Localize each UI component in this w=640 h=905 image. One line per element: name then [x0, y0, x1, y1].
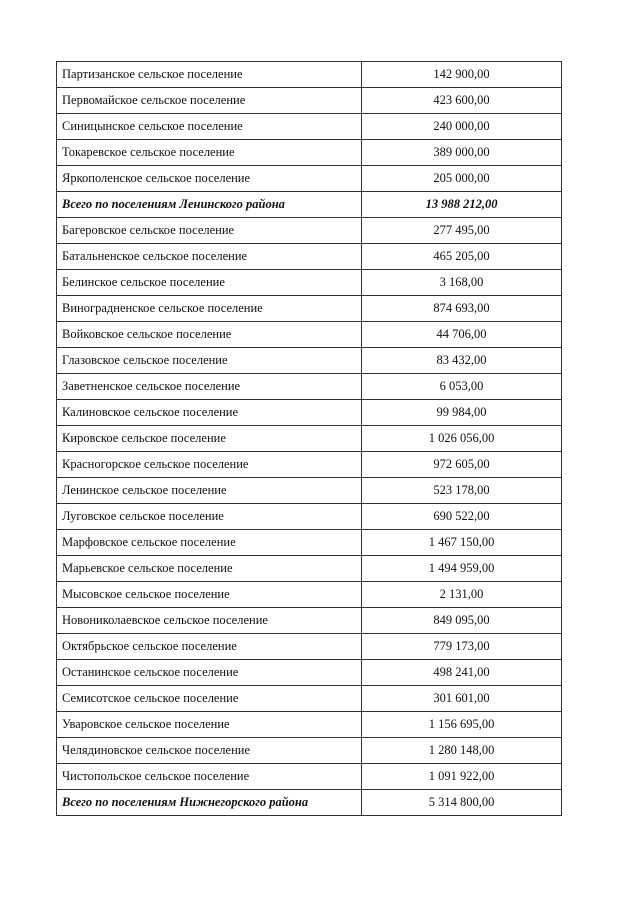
table-row	[57, 660, 562, 686]
settlement-name-cell: Яркополенское сельское поселение	[57, 166, 362, 192]
settlement-name-cell: Луговское сельское поселение	[57, 504, 362, 530]
settlement-name-cell: Токаревское сельское поселение	[57, 140, 362, 166]
table-row	[57, 686, 562, 712]
amount-cell: 44 706,00	[362, 322, 562, 348]
amount-cell: 301 601,00	[362, 686, 562, 712]
amount-cell: 99 984,00	[362, 400, 562, 426]
amount-cell: 6 053,00	[362, 374, 562, 400]
settlement-name-cell: Уваровское сельское поселение	[57, 712, 362, 738]
table-total-row	[57, 790, 562, 816]
amount-cell: 3 168,00	[362, 270, 562, 296]
total-amount-cell: 5 314 800,00	[362, 790, 562, 816]
amount-cell: 690 522,00	[362, 504, 562, 530]
table-body	[57, 62, 562, 816]
table-row	[57, 582, 562, 608]
settlement-name-cell: Красногорское сельское поселение	[57, 452, 362, 478]
settlement-name-cell: Партизанское сельское поселение	[57, 62, 362, 88]
amount-cell: 972 605,00	[362, 452, 562, 478]
settlement-name-cell: Семисотское сельское поселение	[57, 686, 362, 712]
total-amount-cell: 13 988 212,00	[362, 192, 562, 218]
table-row	[57, 608, 562, 634]
settlement-name-cell: Багеровское сельское поселение	[57, 218, 362, 244]
table-row	[57, 556, 562, 582]
table-row	[57, 348, 562, 374]
settlement-name-cell: Виноградненское сельское поселение	[57, 296, 362, 322]
table-row	[57, 296, 562, 322]
table-row	[57, 504, 562, 530]
table-row	[57, 738, 562, 764]
table-row	[57, 62, 562, 88]
table-row	[57, 244, 562, 270]
settlement-name-cell: Октябрьское сельское поселение	[57, 634, 362, 660]
settlement-name-cell: Челядиновское сельское поселение	[57, 738, 362, 764]
amount-cell: 1 494 959,00	[362, 556, 562, 582]
settlement-name-cell: Белинское сельское поселение	[57, 270, 362, 296]
settlement-name-cell: Марьевское сельское поселение	[57, 556, 362, 582]
settlement-name-cell: Марфовское сельское поселение	[57, 530, 362, 556]
total-label-cell: Всего по поселениям Нижнегорского района	[57, 790, 362, 816]
amount-cell: 523 178,00	[362, 478, 562, 504]
amount-cell: 277 495,00	[362, 218, 562, 244]
amount-cell: 1 026 056,00	[362, 426, 562, 452]
table-row	[57, 374, 562, 400]
table-row	[57, 140, 562, 166]
amount-cell: 1 156 695,00	[362, 712, 562, 738]
table-row	[57, 166, 562, 192]
amount-cell: 779 173,00	[362, 634, 562, 660]
table-row	[57, 634, 562, 660]
settlement-name-cell: Первомайское сельское поселение	[57, 88, 362, 114]
table-row	[57, 530, 562, 556]
settlement-name-cell: Войковское сельское поселение	[57, 322, 362, 348]
table-row	[57, 270, 562, 296]
amount-cell: 465 205,00	[362, 244, 562, 270]
amount-cell: 1 280 148,00	[362, 738, 562, 764]
amount-cell: 498 241,00	[362, 660, 562, 686]
table-row	[57, 88, 562, 114]
amount-cell: 389 000,00	[362, 140, 562, 166]
settlement-name-cell: Мысовское сельское поселение	[57, 582, 362, 608]
settlement-name-cell: Заветненское сельское поселение	[57, 374, 362, 400]
amount-cell: 240 000,00	[362, 114, 562, 140]
table-row	[57, 712, 562, 738]
settlement-name-cell: Синицынское сельское поселение	[57, 114, 362, 140]
settlement-name-cell: Кировское сельское поселение	[57, 426, 362, 452]
amount-cell: 1 467 150,00	[362, 530, 562, 556]
settlement-name-cell: Батальненское сельское поселение	[57, 244, 362, 270]
settlement-name-cell: Новониколаевское сельское поселение	[57, 608, 362, 634]
amount-cell: 83 432,00	[362, 348, 562, 374]
amount-cell: 205 000,00	[362, 166, 562, 192]
settlements-budget-table	[56, 61, 562, 816]
table-row	[57, 400, 562, 426]
settlement-name-cell: Глазовское сельское поселение	[57, 348, 362, 374]
amount-cell: 1 091 922,00	[362, 764, 562, 790]
amount-cell: 849 095,00	[362, 608, 562, 634]
table-total-row	[57, 192, 562, 218]
table-row	[57, 322, 562, 348]
table-row	[57, 426, 562, 452]
settlement-name-cell: Чистопольское сельское поселение	[57, 764, 362, 790]
settlement-name-cell: Калиновское сельское поселение	[57, 400, 362, 426]
total-label-cell: Всего по поселениям Ленинского района	[57, 192, 362, 218]
amount-cell: 142 900,00	[362, 62, 562, 88]
settlement-name-cell: Останинское сельское поселение	[57, 660, 362, 686]
table-row	[57, 478, 562, 504]
settlement-name-cell: Ленинское сельское поселение	[57, 478, 362, 504]
amount-cell: 423 600,00	[362, 88, 562, 114]
amount-cell: 2 131,00	[362, 582, 562, 608]
table-row	[57, 218, 562, 244]
amount-cell: 874 693,00	[362, 296, 562, 322]
table-row	[57, 114, 562, 140]
table-row	[57, 452, 562, 478]
table-row	[57, 764, 562, 790]
